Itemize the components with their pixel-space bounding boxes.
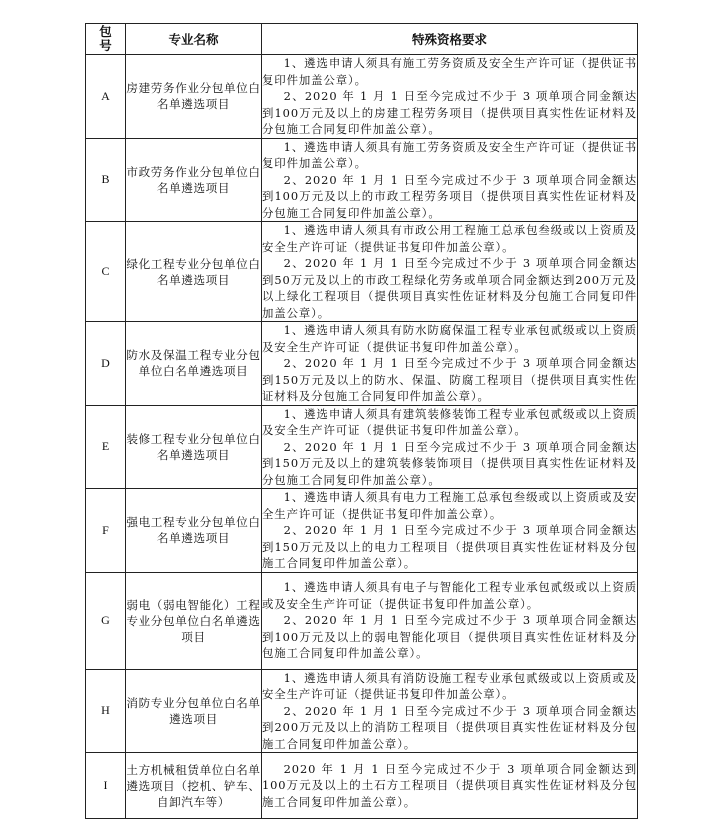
package-cell: D bbox=[86, 322, 126, 406]
package-cell: G bbox=[86, 572, 126, 669]
requirement-item: 1、遴选申请人须具有防水防腐保温工程专业承包贰级或以上资质及安全生产许可证（提供证书复印件加盖公章）。 bbox=[262, 323, 637, 354]
requirements-cell bbox=[262, 753, 638, 819]
package-cell: B bbox=[86, 138, 126, 222]
requirements-cell bbox=[262, 322, 638, 406]
requirement-item: 2、2020 年 1 月 1 日至今完成过不少于 3 项单项合同金额达到200万元及以上的消防工程项目（提供项目真实性佐证材料及分包施工合同复印件加盖公章）。 bbox=[262, 703, 637, 751]
table-row bbox=[86, 55, 638, 139]
requirements-cell bbox=[262, 669, 638, 753]
header-specialty-name: 专业名称 bbox=[126, 24, 262, 55]
header-special-requirements: 特殊资格要求 bbox=[262, 24, 638, 55]
requirements-cell bbox=[262, 222, 638, 322]
table-row bbox=[86, 405, 638, 489]
qualification-requirements-table bbox=[85, 23, 638, 819]
specialty-name-cell: 房建劳务作业分包单位白名单遴选项目 bbox=[126, 55, 262, 139]
requirement-item: 2、2020 年 1 月 1 日至今完成过不少于 3 项单项合同金额达到100万元及以上的房建工程劳务项目（提供项目真实性佐证材料及分包施工合同复印件加盖公章）。 bbox=[262, 89, 637, 136]
requirement-item: 2020 年 1 月 1 日至今完成过不少于 3 项单项合同金额达到100万元及以上的土石方工程项目（提供项目真实性佐证材料及分包施工合同复印件加盖公章）。 bbox=[262, 761, 637, 809]
specialty-name-cell: 市政劳务作业分包单位白名单遴选项目 bbox=[126, 138, 262, 222]
specialty-name-cell: 防水及保温工程专业分包单位白名单遴选项目 bbox=[126, 322, 262, 406]
requirement-item: 1、遴选申请人须具有市政公用工程施工总承包叁级或以上资质及安全生产许可证（提供证书复印件加盖公章）。 bbox=[262, 223, 637, 254]
table-row bbox=[86, 138, 638, 222]
requirement-item: 2、2020 年 1 月 1 日至今完成过不少于 3 项单项合同金额达到100万元及以上的弱电智能化项目（提供项目真实性佐证材料及分包施工合同复印件加盖公章）。 bbox=[262, 613, 637, 661]
requirement-item: 1、遴选申请人须具有施工劳务资质及安全生产许可证（提供证书复印件加盖公章）。 bbox=[262, 139, 637, 170]
requirements-cell bbox=[262, 489, 638, 573]
requirements-cell bbox=[262, 572, 638, 669]
header-package-line1: 包 bbox=[99, 24, 112, 39]
specialty-name-cell: 绿化工程专业分包单位白名单遴选项目 bbox=[126, 222, 262, 322]
requirement-item: 2、2020 年 1 月 1 日至今完成过不少于 3 项单项合同金额达到150万元及以上的电力工程项目（提供项目真实性佐证材料及分包施工合同复印件加盖公章）。 bbox=[262, 523, 637, 570]
requirement-item: 2、2020 年 1 月 1 日至今完成过不少于 3 项单项合同金额达到50万元及以上的市政工程绿化劳务或单项合同金额达到200万元及以上绿化工程项目（提供项目真实性佐证材料及分包施工合同复印件加盖公章）。 bbox=[262, 256, 637, 320]
table-row bbox=[86, 753, 638, 819]
package-cell: E bbox=[86, 405, 126, 489]
table-row bbox=[86, 572, 638, 669]
specialty-name-cell: 弱电（弱电智能化）工程专业分包单位白名单遴选项目 bbox=[126, 572, 262, 669]
package-cell: I bbox=[86, 753, 126, 819]
specialty-name-cell: 消防专业分包单位白名单遴选项目 bbox=[126, 669, 262, 753]
specialty-name-cell: 强电工程专业分包单位白名单遴选项目 bbox=[126, 489, 262, 573]
specialty-name-cell: 土方机械租赁单位白名单遴选项目（挖机、铲车、自卸汽车等） bbox=[126, 753, 262, 819]
requirements-cell bbox=[262, 55, 638, 139]
package-cell: F bbox=[86, 489, 126, 573]
specialty-name-cell: 装修工程专业分包单位白名单遴选项目 bbox=[126, 405, 262, 489]
requirement-item: 1、遴选申请人须具有建筑装修装饰工程专业承包贰级或以上资质及安全生产许可证（提供证书复印件加盖公章）。 bbox=[262, 406, 637, 437]
requirement-item: 1、遴选申请人须具有电力工程施工总承包叁级或以上资质或及安全生产许可证（提供证书复印件加盖公章）。 bbox=[262, 490, 637, 521]
requirement-item: 1、遴选申请人须具有电子与智能化工程专业承包贰级或以上资质或及安全生产许可证（提供证书复印件加盖公章）。 bbox=[262, 580, 637, 611]
table-row bbox=[86, 322, 638, 406]
package-cell: H bbox=[86, 669, 126, 753]
requirement-item: 1、遴选申请人须具有消防设施工程专业承包贰级或以上资质或及安全生产许可证（提供证书复印件加盖公章）。 bbox=[262, 670, 637, 701]
requirement-item: 2、2020 年 1 月 1 日至今完成过不少于 3 项单项合同金额达到150万元及以上的建筑装修装饰项目（提供项目真实性佐证材料及分包施工合同复印件加盖公章）。 bbox=[262, 439, 637, 487]
requirement-item: 1、遴选申请人须具有施工劳务资质及安全生产许可证（提供证书复印件加盖公章）。 bbox=[262, 56, 637, 87]
requirements-cell bbox=[262, 405, 638, 489]
table-row bbox=[86, 669, 638, 753]
package-cell: C bbox=[86, 222, 126, 322]
header-package-line2: 号 bbox=[99, 38, 112, 53]
table-row bbox=[86, 222, 638, 322]
requirement-item: 2、2020 年 1 月 1 日至今完成过不少于 3 项单项合同金额达到100万元及以上的市政工程劳务项目（提供项目真实性佐证材料及分包施工合同复印件加盖公章）。 bbox=[262, 172, 637, 220]
requirements-cell bbox=[262, 138, 638, 222]
table-row bbox=[86, 489, 638, 573]
package-cell: A bbox=[86, 55, 126, 139]
requirement-item: 2、2020 年 1 月 1 日至今完成过不少于 3 项单项合同金额达到150万元及以上的防水、保温、防腐工程项目（提供项目真实性佐证材料及分包施工合同复印件加盖公章）。 bbox=[262, 356, 637, 403]
header-package-number bbox=[86, 24, 126, 55]
table-header-row bbox=[86, 24, 638, 55]
